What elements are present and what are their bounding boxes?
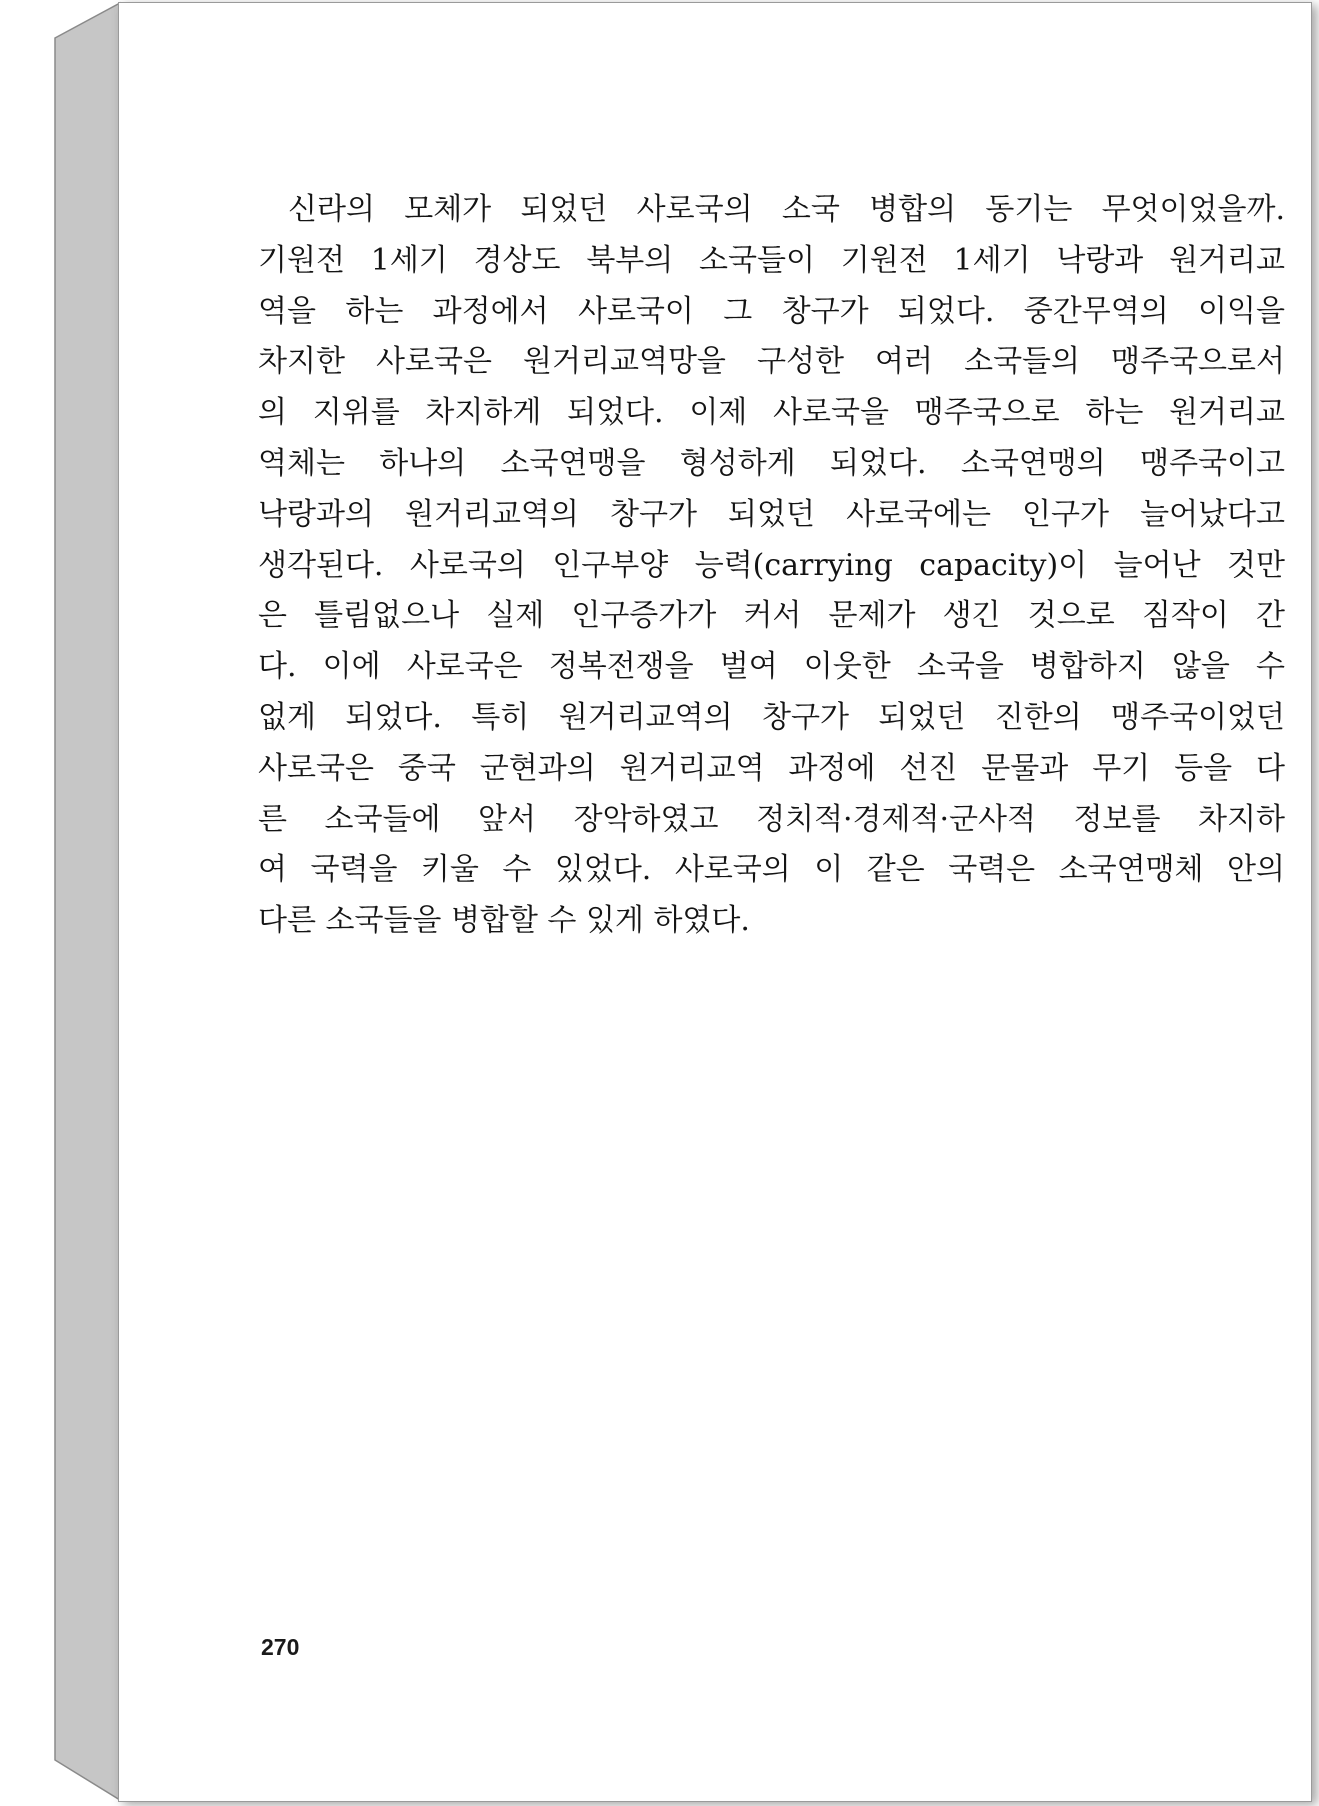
text-line: 차지한 사로국은 원거리교역망을 구성한 여러 소국들의 맹주국으로서: [258, 344, 1285, 380]
page-number: 270: [261, 1634, 300, 1660]
text-line: 다. 이에 사로국은 정복전쟁을 벌여 이웃한 소국을 병합하지 않을 수: [258, 649, 1285, 685]
text-line: 다른 소국들을 병합할 수 있게 하였다.: [258, 903, 750, 939]
body-paragraph: [258, 185, 1285, 947]
text-line: 기원전 1세기 경상도 북부의 소국들이 기원전 1세기 낙랑과 원거리교: [258, 242, 1285, 278]
text-line: 생각된다. 사로국의 인구부양 능력(carrying capacity)이 늘어난 것만: [258, 547, 1285, 583]
text-line: 른 소국들에 앞서 장악하였고 정치적·경제적·군사적 정보를 차지하: [258, 801, 1285, 837]
text-line: 은 틀림없으나 실제 인구증가가 커서 문제가 생긴 것으로 짐작이 간: [258, 598, 1285, 634]
book-page: [118, 2, 1312, 1802]
text-line: 역을 하는 과정에서 사로국이 그 창구가 되었다. 중간무역의 이익을: [258, 293, 1285, 329]
book-spine: [0, 0, 130, 1806]
text-line: 신라의 모체가 되었던 사로국의 소국 병합의 동기는 무엇이었을까.: [288, 192, 1285, 227]
text-line: 의 지위를 차지하게 되었다. 이제 사로국을 맹주국으로 하는 원거리교: [258, 395, 1285, 431]
text-line: 역체는 하나의 소국연맹을 형성하게 되었다. 소국연맹의 맹주국이고: [258, 445, 1285, 481]
text-line: 여 국력을 키울 수 있었다. 사로국의 이 같은 국력은 소국연맹체 안의: [258, 852, 1285, 888]
text-line: 사로국은 중국 군현과의 원거리교역 과정에 선진 문물과 무기 등을 다: [258, 750, 1285, 786]
text-line: 낙랑과의 원거리교역의 창구가 되었던 사로국에는 인구가 늘어났다고: [258, 496, 1285, 532]
text-line: 없게 되었다. 특히 원거리교역의 창구가 되었던 진한의 맹주국이었던: [258, 699, 1285, 735]
